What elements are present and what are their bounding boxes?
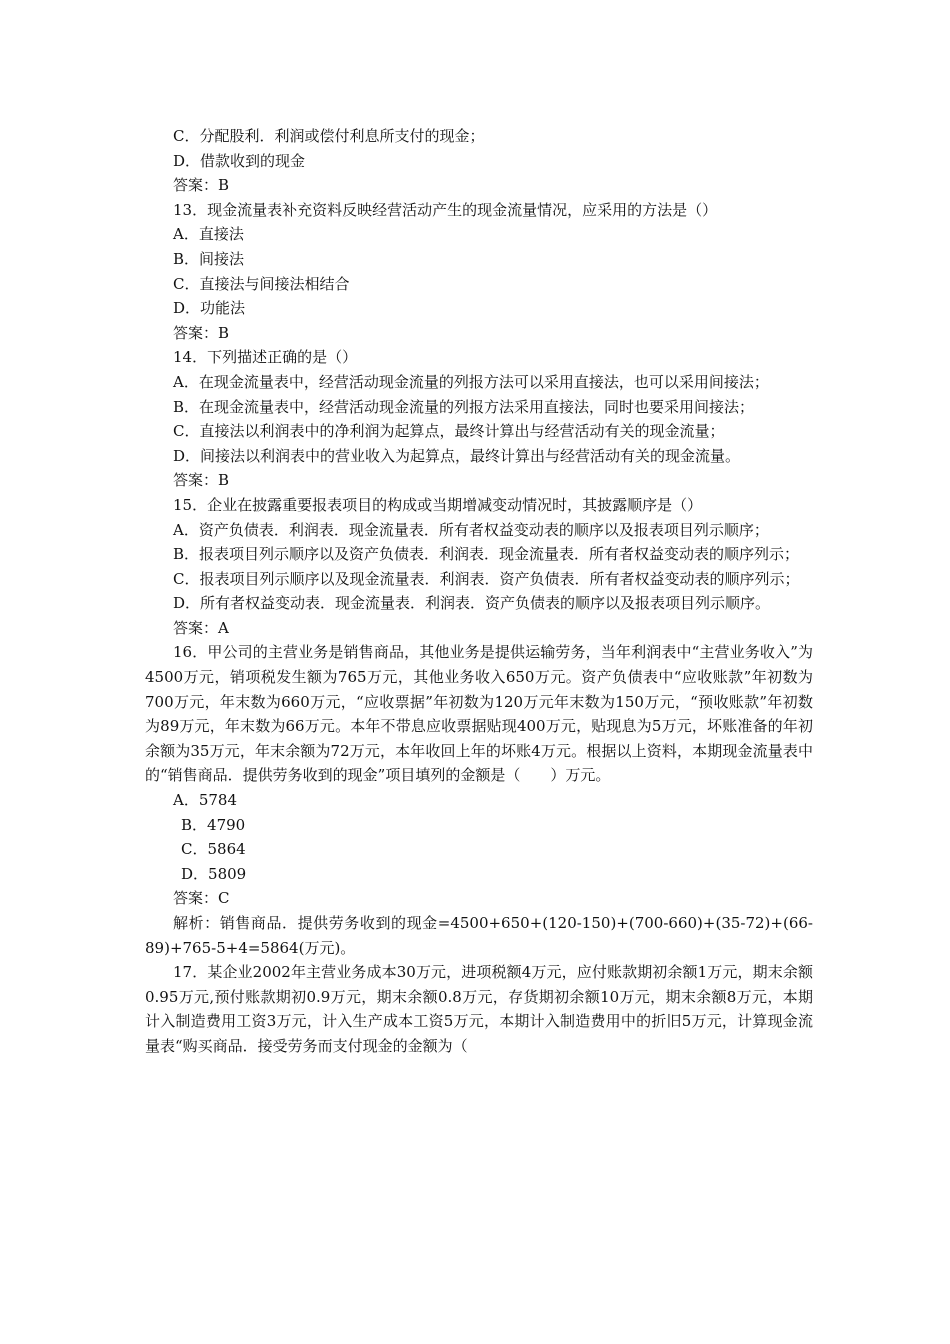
q14-option-b: B．在现金流量表中，经营活动现金流量的列报方法采用直接法，同时也要采用间接法； — [173, 397, 755, 416]
q12-answer: 答案：B — [173, 176, 230, 195]
q14-option-c: C．直接法以利润表中的净利润为起算点，最终计算出与经营活动有关的现金流量； — [173, 422, 725, 441]
q14-option-a: A．在现金流量表中，经营活动现金流量的列报方法可以采用直接法，也可以采用间接法； — [173, 372, 769, 391]
q16-option-b: B．4790 — [181, 815, 246, 834]
document-page — [145, 124, 813, 1059]
q16-option-a: A．5784 — [173, 791, 238, 810]
q15-option-b: B．报表项目列示顺序以及资产负债表．利润表．现金流量表．所有者权益变动表的顺序列示； — [173, 545, 800, 564]
q15-option-a: A．资产负债表．利润表．现金流量表．所有者权益变动表的顺序以及报表项目列示顺序； — [173, 520, 769, 539]
q16-option-d: D．5809 — [181, 864, 247, 883]
q16-option-c: C．5864 — [181, 840, 246, 859]
q12-option-d: D．借款收到的现金 — [173, 151, 306, 170]
q12-option-c: C．分配股利．利润或偿付利息所支付的现金； — [173, 127, 485, 145]
q15-answer: 答案：A — [173, 618, 229, 637]
q13-question: 13．现金流量表补充资料反映经营活动产生的现金流量情况，应采用的方法是（） — [173, 200, 718, 219]
q14-option-d: D．间接法以利润表中的营业收入为起算点，最终计算出与经营活动有关的现金流量。 — [173, 446, 741, 465]
q14-question: 14．下列描述正确的是（） — [173, 348, 358, 367]
q16-answer: 答案：C — [173, 889, 230, 908]
q14-answer: 答案：B — [173, 471, 230, 490]
q15-question: 15．企业在披露重要报表项目的构成或当期增减变动情况时，其披露顺序是（） — [173, 495, 703, 514]
q13-option-a: A．直接法 — [173, 225, 244, 244]
q16-analysis: 解析：销售商品．提供劳务收到的现金=4500+650+(120-150)+(700-660)+(35-72)+(66-89)+765-5+4=5864(万元)。 — [145, 914, 813, 957]
q13-option-d: D．功能法 — [173, 299, 246, 318]
q13-option-b: B．间接法 — [173, 249, 245, 268]
q13-answer: 答案：B — [173, 323, 230, 342]
q15-option-c: C．报表项目列示顺序以及现金流量表．利润表．资产负债表．所有者权益变动表的顺序列示； — [173, 569, 800, 588]
q16-question: 16．甲公司的主营业务是销售商品，其他业务是提供运输劳务，当年利润表中“主营业务收入”为4500万元，销项税发生额为765万元，其他业务收入650万元。资产负债表中“应收账款”年初数为700万元，年末数为660万元，“应收票据”年初数为120万元年末数为150万元，“预收账款”年初数为89万元，年末数为66万元。本年不带息应收票据贴现400万元，贴现息为5万元，坏账准备的年初余额为35万元，年末余额为72万元，本年收回上年的坏账4万元。根据以上资料，本期现金流量表中的“销售商品．提供劳务收到的现金”项目填列的金额是（ ）万元。 — [145, 643, 813, 785]
q13-option-c: C．直接法与间接法相结合 — [173, 274, 350, 293]
q15-option-d: D．所有者权益变动表．现金流量表．利润表．资产负债表的顺序以及报表项目列示顺序。 — [173, 594, 771, 613]
q17-question: 17．某企业2002年主营业务成本30万元，进项税额4万元，应付账款期初余额1万元，期末余额0.95万元,预付账款期初0.9万元，期末余额0.8万元，存货期初余额10万元，期末余额8万元，本期计入制造费用工资3万元，计入生产成本工资5万元，本期计入制造费用中的折旧5万元，计算现金流量表“购买商品．接受劳务而支付现金的金额为（ — [145, 963, 813, 1055]
